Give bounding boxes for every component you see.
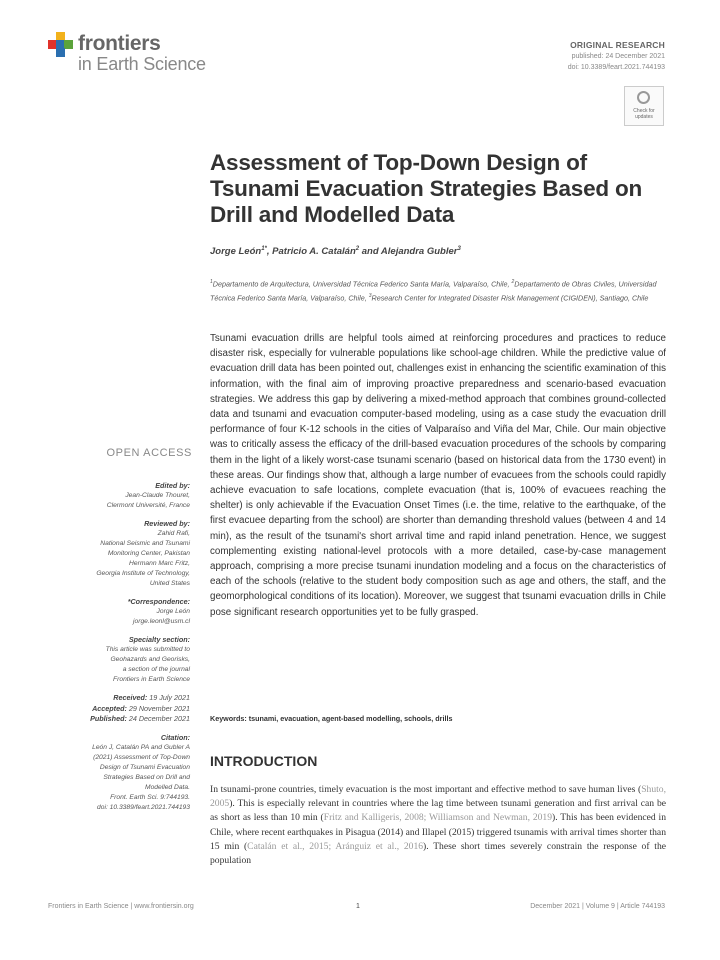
date-value: 24 December 2021	[128, 714, 190, 723]
article-type: ORIGINAL RESEARCH	[570, 40, 665, 50]
info-line: Georgia Institute of Technology,	[96, 570, 190, 577]
citation-line: Front. Earth Sci. 9:744193.	[110, 793, 190, 801]
open-access-label: OPEN ACCESS	[106, 447, 192, 459]
article-meta	[568, 40, 665, 73]
keywords	[210, 714, 452, 723]
info-line: National Seismic and Tsunami	[100, 540, 190, 547]
section-head: Reviewed by:	[144, 519, 190, 528]
keywords-list: tsunami, evacuation, agent-based modelling, schools, drills	[248, 714, 453, 723]
affiliation-mark: 1	[210, 279, 213, 285]
body-text: In tsunami-prone countries, timely evacuation is the most important and effective method to save human lives (	[210, 784, 642, 795]
section-head: Specialty section:	[128, 635, 190, 644]
date-received	[62, 693, 190, 704]
check-for-updates-button[interactable]	[624, 86, 664, 126]
article-info-sidebar	[62, 473, 190, 813]
date-label: Accepted:	[92, 703, 127, 713]
date-value: 29 November 2021	[128, 703, 190, 713]
author-separator: and	[359, 246, 381, 258]
citation-line: Design of Tsunami Evacuation	[99, 763, 190, 771]
info-line: Monitoring Center, Pakistan	[107, 550, 190, 557]
affiliation-text: Departamento de Obras Civiles, Universidad Técnica Federico Santa María, Valparaíso, Chile,	[210, 279, 657, 303]
section-head: Edited by:	[155, 481, 190, 490]
correspondence-section	[62, 597, 190, 627]
info-line: Jean-Claude Thouret,	[125, 492, 190, 499]
published-date: published: 24 December 2021	[571, 53, 665, 60]
affiliation-text: Departamento de Arquitectura, Universidad Técnica Federico Santa María, Valparaíso, Chile,	[212, 279, 512, 289]
introduction-paragraph	[210, 783, 666, 868]
correspondence-email[interactable]: jorge.leonl@usm.cl	[133, 618, 190, 625]
body-text: ). These short times severely constrain the response of the population	[210, 840, 666, 867]
page-number: 1	[356, 903, 360, 910]
section-head: Citation:	[160, 732, 190, 742]
journal-logo	[48, 30, 248, 76]
info-line: Zahid Rafi,	[157, 530, 190, 537]
author-affiliation-mark: 3	[457, 246, 461, 252]
journal-name-frontiers: frontiers	[78, 32, 161, 55]
info-line: Clermont Université, France	[106, 502, 190, 509]
info-line: Hermann Marc Fritz,	[129, 560, 190, 567]
info-line: United States	[149, 580, 190, 587]
author-separator: ,	[266, 246, 273, 258]
author-name[interactable]: Alejandra Gubler	[380, 246, 458, 258]
check-updates-label: Check for updates	[633, 108, 655, 120]
body-text: ). This is especially relevant in countries where the lag time between tsunami generation and first arrival can be as short as less than 10 min (	[210, 798, 666, 824]
body-text: ). This has been evidenced in Chile, where recent earthquakes in Pisagua (2014) and Illapel (2015) triggered tsunamis with arrival times shorter than 15 min (	[210, 812, 666, 852]
date-accepted	[62, 704, 190, 715]
affiliation-text: Research Center for Integrated Disaster Risk Management (CIGIDEN), Santiago, Chile	[371, 293, 649, 303]
section-head: *Correspondence:	[127, 597, 190, 606]
abstract: Tsunami evacuation drills are helpful tools aimed at reinforcing procedures and practices to reduce disaster risk, especially for vulnerable populations like school-age children. While the predictive value of evacuation drill data has been pointed out, challenges exist in enhancing the scientific examination of this information, with the final aim of improving proactive preparedness and scenario-based evacuation strategies. We address this gap by delivering a mixed-method approach that combines ground-collected data and tsunami and evacuation computer-based modeling, using as a case study the evacuation drill performance of four K-12 schools in the cities of Valparaíso and Viña del Mar, Chile. Our main objective was to critically assess the efficacy of the drill-based evacuation procedures of the schools by comparing them in the light of a likely worst-case tsunami scenario (based on historical data from the 1730 event) in these areas. Our findings show that, although a large number of evacuees from the schools could rapidly achieve evacuation to safe locations, complete evacuation (that is, 100% of evacuees reaching the shelter) is only achievable if the Evacuation Onset Times (i.e. the time, relative to the earthquake, of the first evacuee departing from the school) are shorter than demanding threshold values (between 4 and 14 min), as the result of the tsunami's short arrival time and rapid inland penetration. Hence, we suggest complementing existing national-level protocols with a more detailed, case-by-case management approach, comprising a more precise tsunami inundation modeling and a focus on the characteristics of each of the schools (relative to the student body composition such as age and others, the staff, and the geomorphological conditions of its location). Moreover, we suggest that tsunami evacuation drills in Chile pose significant research opportunities yet to be fully grasped.	[210, 333, 666, 618]
footer-issue-info: December 2021 | Volume 9 | Article 744193	[530, 903, 665, 910]
date-published	[62, 714, 190, 725]
citation-link[interactable]: Fritz and Kalligeris, 2008; Williamson and Newman, 2019	[323, 812, 553, 824]
citation-link[interactable]: Shuto, 2005	[210, 784, 666, 810]
paper-title: Assessment of Top-Down Design of Tsunami Evacuation Strategies Based on Drill and Modelled Data	[210, 150, 643, 227]
author-list	[210, 246, 461, 257]
info-line: a section of the journal	[122, 666, 190, 673]
citation-line: Strategies Based on Drill and	[103, 773, 190, 781]
author-affiliation-mark: 1*	[261, 246, 267, 252]
info-line: Geohazards and Georisks,	[110, 656, 190, 663]
citation-doi[interactable]: doi: 10.3389/feart.2021.744193	[97, 803, 190, 811]
keywords-label: Keywords:	[210, 714, 247, 723]
specialty-section	[62, 635, 190, 685]
journal-name-field: in Earth Science	[78, 54, 206, 74]
affiliation-mark: 2	[511, 279, 515, 285]
author-name[interactable]: Patricio A. Catalán	[272, 246, 356, 258]
refresh-icon	[637, 91, 650, 104]
affiliations	[210, 276, 680, 305]
date-value: 19 July 2021	[149, 693, 190, 702]
citation-link[interactable]: Catalán et al., 2015; Aránguiz et al., 2016	[247, 840, 424, 852]
date-label: Published:	[90, 714, 127, 723]
info-line: Frontiers in Earth Science	[113, 676, 190, 683]
article-doi[interactable]: doi: 10.3389/feart.2021.744193	[567, 64, 665, 71]
reviewed-by-section	[62, 519, 190, 589]
info-line: Jorge León	[156, 608, 190, 615]
info-line: This article was submitted to	[105, 646, 190, 653]
author-name[interactable]: Jorge León	[210, 246, 262, 258]
footer-journal[interactable]: Frontiers in Earth Science | www.frontiersin.org	[48, 903, 194, 910]
section-heading-introduction: INTRODUCTION	[210, 753, 318, 769]
citation-line: León J, Catalán PA and Gubler A	[92, 743, 190, 751]
edited-by-section	[62, 481, 190, 511]
frontiers-logo-icon	[48, 32, 74, 58]
date-label: Received:	[113, 693, 148, 702]
dates-section	[62, 693, 190, 725]
affiliation-mark: 3	[368, 293, 372, 300]
citation-line: (2021) Assessment of Top-Down	[93, 753, 190, 761]
citation-line: Modelled Data.	[145, 783, 190, 791]
author-affiliation-mark: 2	[355, 246, 360, 252]
citation-section	[62, 733, 190, 813]
